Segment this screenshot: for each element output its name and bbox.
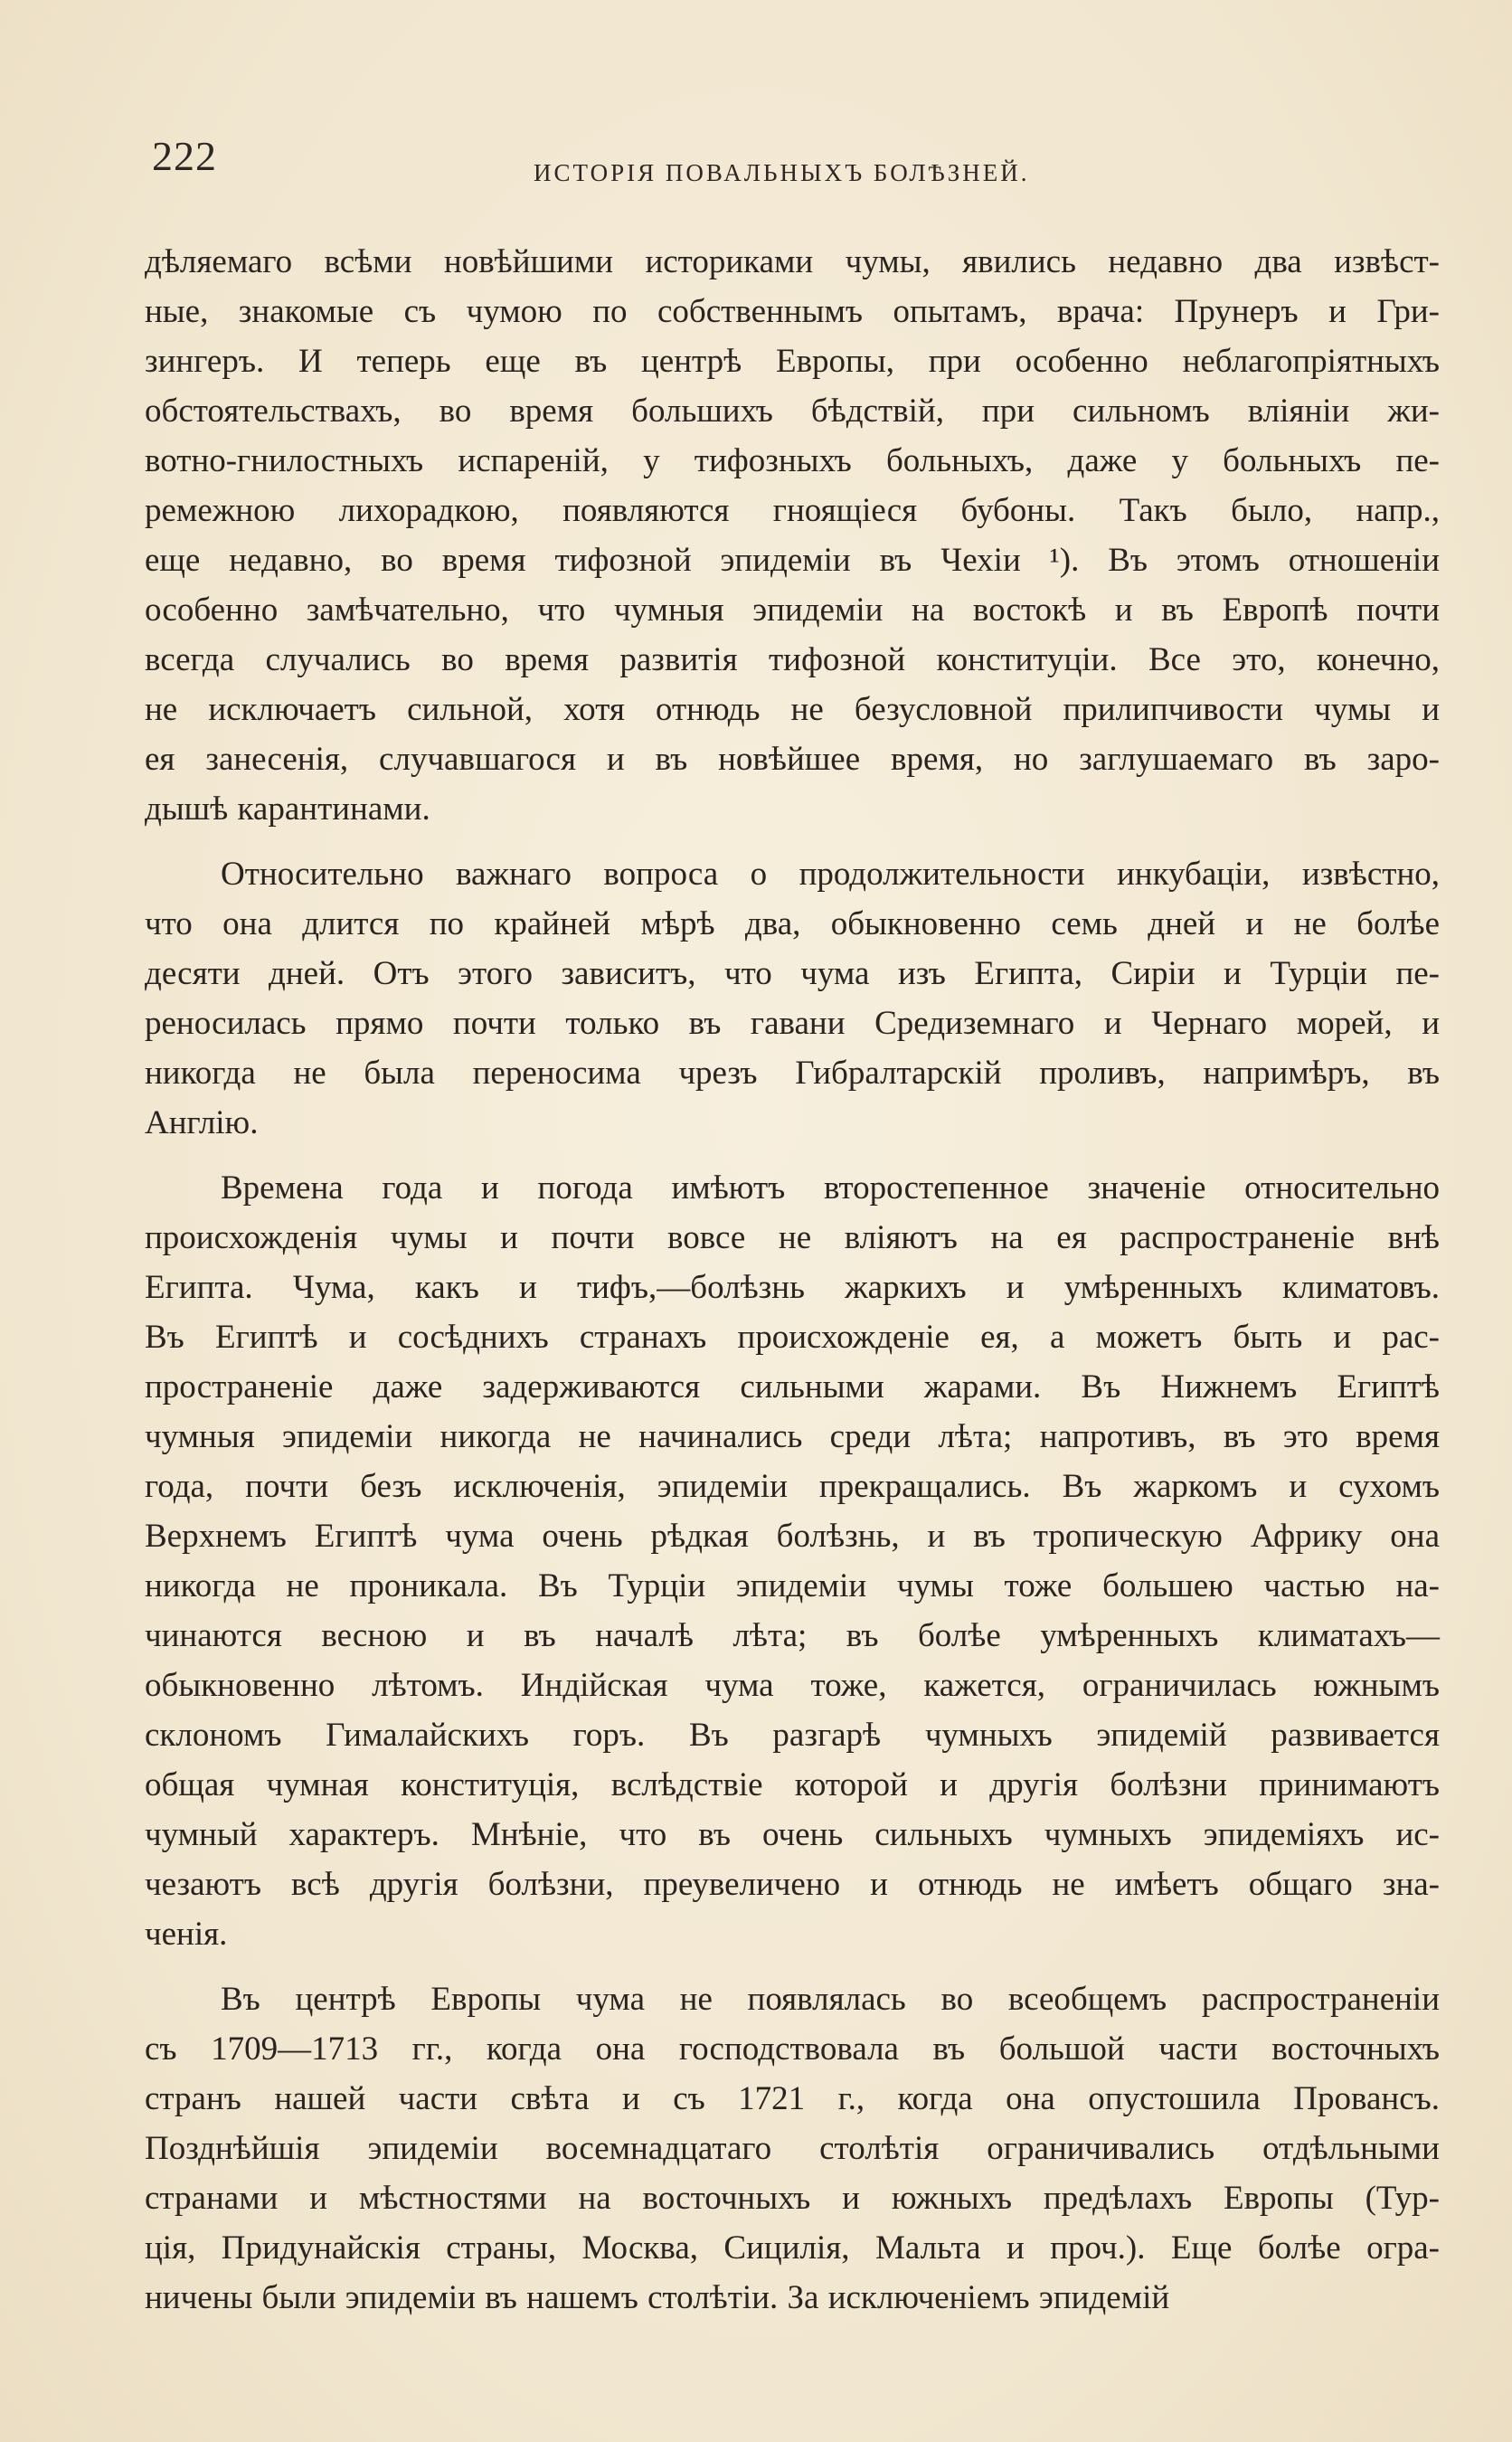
text-line: зингеръ. И теперь еще въ центрѣ Европы, при особенно неблагопріятныхъ	[145, 343, 1440, 380]
text-line: никогда не была переносима чрезъ Гибралтарскій проливъ, напримѣръ, въ	[145, 1055, 1440, 1092]
text-line: что она длится по крайней мѣрѣ два, обыкновенно семь дней и не болѣе	[145, 905, 1440, 942]
text-line: ничены были эпидеміи въ нашемъ столѣтіи. За исключеніемъ эпидемій	[145, 2279, 1170, 2316]
text-line: Относительно важнаго вопроса о продолжительности инкубаціи, извѣстно,	[221, 856, 1440, 893]
text-line: Въ Египтѣ и сосѣднихъ странахъ происхожденіе ея, а можетъ быть и рас-	[145, 1319, 1440, 1356]
text-line: еще недавно, во время тифозной эпидеміи въ Чехіи ¹). Въ этомъ отношеніи	[145, 542, 1440, 579]
text-line: чумныя эпидеміи никогда не начинались среди лѣта; напротивъ, въ это время	[145, 1418, 1440, 1455]
text-line: всегда случались во время развитія тифозной конституціи. Все это, конечно,	[145, 641, 1440, 678]
text-line: ея занесенія, случавшагося и въ новѣйшее время, но заглушаемаго въ заро-	[145, 741, 1440, 778]
text-line: дѣляемаго всѣми новѣйшими историками чумы, явились недавно два извѣст-	[145, 243, 1440, 280]
paragraph	[145, 849, 1440, 1148]
text-line: съ 1709—1713 гг., когда она господствовала въ большой части восточныхъ	[145, 2030, 1440, 2068]
text-line: чумный характеръ. Мнѣніе, что въ очень сильныхъ чумныхъ эпидеміяхъ ис-	[145, 1816, 1440, 1853]
paragraph	[145, 237, 1440, 834]
text-line: чинаются весною и въ началѣ лѣта; въ болѣе умѣренныхъ климатахъ—	[145, 1617, 1440, 1654]
paragraph-container	[145, 237, 1440, 2323]
text-line: странами и мѣстностями на восточныхъ и южныхъ предѣлахъ Европы (Тур-	[145, 2180, 1440, 2217]
paragraph	[145, 1163, 1440, 1959]
running-title: ИСТОРІЯ ПОВАЛЬНЫХЪ БОЛѢЗНЕЙ.	[534, 159, 1030, 186]
text-line: Верхнемъ Египтѣ чума очень рѣдкая болѣзнь, и въ тропическую Африку она	[145, 1518, 1440, 1555]
text-line: Въ центрѣ Европы чума не появлялась во всеобщемъ распространеніи	[221, 1981, 1440, 2018]
text-line: ремежною лихорадкою, появляются гноящіеся бубоны. Такъ было, напр.,	[145, 492, 1440, 529]
text-line: Времена года и погода имѣютъ второстепенное значеніе относительно	[221, 1169, 1440, 1207]
text-line: склономъ Гималайскихъ горъ. Въ разгарѣ чумныхъ эпидемій развивается	[145, 1717, 1440, 1754]
text-line: ція, Придунайскія страны, Москва, Сицилія, Мальта и проч.). Еще болѣе огра-	[145, 2229, 1440, 2267]
text-line: чезаютъ всѣ другія болѣзни, преувеличено и отнюдь не имѣетъ общаго зна-	[145, 1866, 1440, 1903]
text-line: не исключаетъ сильной, хотя отнюдь не безусловной прилипчивости чумы и	[145, 691, 1440, 728]
text-line: Англію.	[145, 1104, 259, 1141]
text-line: обыкновенно лѣтомъ. Индійская чума тоже, кажется, ограничилась южнымъ	[145, 1667, 1440, 1704]
text-line: вотно-гнилостныхъ испареній, у тифозныхъ больныхъ, даже у больныхъ пе-	[145, 442, 1440, 479]
text-line: ченія.	[145, 1916, 228, 1953]
text-line: дышѣ карантинами.	[145, 790, 430, 828]
text-line: года, почти безъ исключенія, эпидеміи прекращались. Въ жаркомъ и сухомъ	[145, 1468, 1440, 1505]
text-line: Египта. Чума, какъ и тифъ,—болѣзнь жаркихъ и умѣренныхъ климатовъ.	[145, 1269, 1440, 1306]
text-line: десяти дней. Отъ этого зависитъ, что чума изъ Египта, Сиріи и Турціи пе-	[145, 955, 1440, 992]
paragraph	[145, 1974, 1440, 2323]
text-line: никогда не проникала. Въ Турціи эпидеміи чумы тоже большею частью на-	[145, 1567, 1440, 1604]
text-line: странъ нашей части свѣта и съ 1721 г., когда она опустошила Провансъ.	[145, 2080, 1440, 2117]
text-line: общая чумная конституція, вслѣдствіе которой и другія болѣзни принимаютъ	[145, 1766, 1440, 1803]
body-text	[145, 237, 1440, 2338]
text-line: Позднѣйшія эпидеміи восемнадцатаго столѣтія ограничивались отдѣльными	[145, 2130, 1440, 2167]
text-line: особенно замѣчательно, что чумныя эпидеміи на востокѣ и въ Европѣ почти	[145, 592, 1440, 629]
text-line: обстоятельствахъ, во время большихъ бѣдствій, при сильномъ вліяніи жи-	[145, 393, 1440, 430]
text-line: пространеніе даже задерживаются сильными жарами. Въ Нижнемъ Египтѣ	[145, 1368, 1440, 1406]
text-line: ные, знакомые съ чумою по собственнымъ опытамъ, врача: Прунеръ и Гри-	[145, 293, 1440, 330]
text-line: происхожденія чумы и почти вовсе не вліяютъ на ея распространеніе внѣ	[145, 1219, 1440, 1256]
page-number: 222	[152, 133, 217, 179]
text-line: реносилась прямо почти только въ гавани Средиземнаго и Чернаго морей, и	[145, 1005, 1440, 1042]
